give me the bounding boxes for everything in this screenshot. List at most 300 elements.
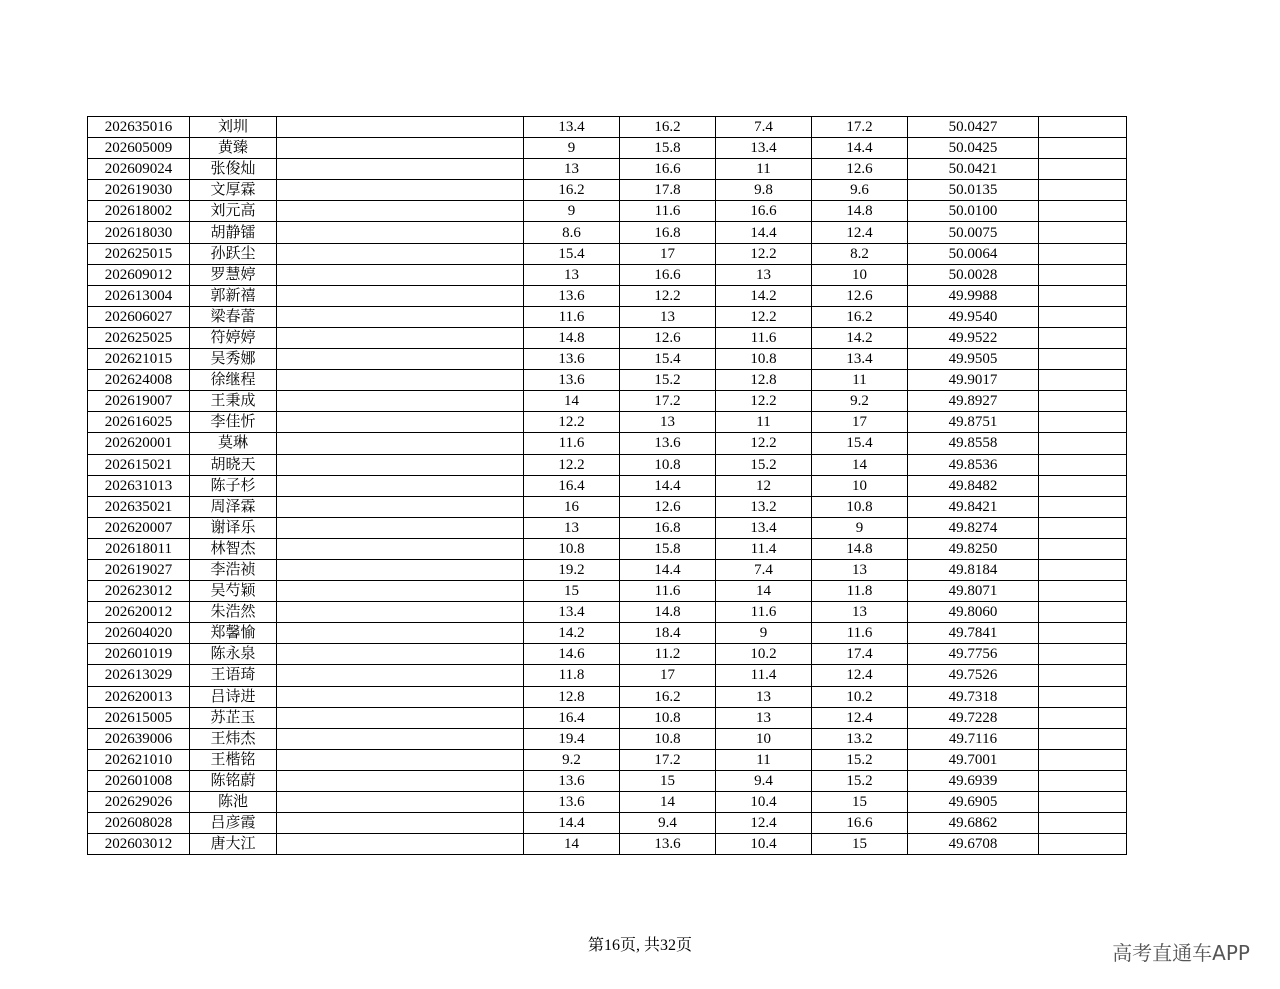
score1-cell: 16 (524, 496, 620, 517)
id-cell: 202620013 (88, 686, 190, 707)
score3-cell: 13.4 (716, 517, 812, 538)
id-cell: 202601019 (88, 644, 190, 665)
extra-cell (1039, 538, 1127, 559)
extra-cell (1039, 349, 1127, 370)
name-cell: 朱浩然 (190, 602, 277, 623)
table-row (88, 813, 1127, 834)
total-cell: 49.9522 (908, 327, 1039, 348)
blank-cell (277, 412, 524, 433)
name-cell: 王秉成 (190, 391, 277, 412)
score2-cell: 16.2 (620, 686, 716, 707)
name-cell: 刘元高 (190, 201, 277, 222)
extra-cell (1039, 665, 1127, 686)
score3-cell: 12.8 (716, 370, 812, 391)
score4-cell: 8.2 (812, 243, 908, 264)
score3-cell: 10.8 (716, 349, 812, 370)
score2-cell: 17.2 (620, 749, 716, 770)
score2-cell: 17.2 (620, 391, 716, 412)
score1-cell: 11.6 (524, 433, 620, 454)
extra-cell (1039, 686, 1127, 707)
table-row (88, 834, 1127, 855)
id-cell: 202631013 (88, 475, 190, 496)
score1-cell: 15.4 (524, 243, 620, 264)
score1-cell: 19.4 (524, 728, 620, 749)
extra-cell (1039, 792, 1127, 813)
extra-cell (1039, 138, 1127, 159)
score3-cell: 10.4 (716, 792, 812, 813)
table-row (88, 454, 1127, 475)
score1-cell: 13 (524, 159, 620, 180)
table-row (88, 707, 1127, 728)
score4-cell: 12.4 (812, 222, 908, 243)
score1-cell: 16.4 (524, 475, 620, 496)
blank-cell (277, 623, 524, 644)
name-cell: 张俊灿 (190, 159, 277, 180)
total-cell: 49.8751 (908, 412, 1039, 433)
score1-cell: 10.8 (524, 538, 620, 559)
blank-cell (277, 581, 524, 602)
score4-cell: 13 (812, 602, 908, 623)
blank-cell (277, 180, 524, 201)
blank-cell (277, 686, 524, 707)
name-cell: 谢译乐 (190, 517, 277, 538)
total-cell: 50.0135 (908, 180, 1039, 201)
score4-cell: 13 (812, 559, 908, 580)
blank-cell (277, 770, 524, 791)
table-row (88, 285, 1127, 306)
score4-cell: 11 (812, 370, 908, 391)
score4-cell: 17.2 (812, 117, 908, 138)
total-cell: 49.9988 (908, 285, 1039, 306)
total-cell: 49.9540 (908, 306, 1039, 327)
score4-cell: 10.2 (812, 686, 908, 707)
total-cell: 49.8421 (908, 496, 1039, 517)
name-cell: 陈铭蔚 (190, 770, 277, 791)
id-cell: 202618011 (88, 538, 190, 559)
name-cell: 王炜杰 (190, 728, 277, 749)
blank-cell (277, 517, 524, 538)
score1-cell: 13.6 (524, 770, 620, 791)
name-cell: 李佳忻 (190, 412, 277, 433)
score3-cell: 9.4 (716, 770, 812, 791)
table-row (88, 792, 1127, 813)
total-cell: 50.0075 (908, 222, 1039, 243)
blank-cell (277, 707, 524, 728)
score2-cell: 10.8 (620, 454, 716, 475)
score4-cell: 13.2 (812, 728, 908, 749)
score1-cell: 12.8 (524, 686, 620, 707)
blank-cell (277, 496, 524, 517)
name-cell: 吕诗进 (190, 686, 277, 707)
total-cell: 50.0100 (908, 201, 1039, 222)
score2-cell: 15.8 (620, 138, 716, 159)
total-cell: 50.0064 (908, 243, 1039, 264)
score4-cell: 15.4 (812, 433, 908, 454)
score1-cell: 14.2 (524, 623, 620, 644)
id-cell: 202615021 (88, 454, 190, 475)
table-body (88, 117, 1127, 855)
extra-cell (1039, 813, 1127, 834)
blank-cell (277, 222, 524, 243)
id-cell: 202625015 (88, 243, 190, 264)
blank-cell (277, 117, 524, 138)
blank-cell (277, 454, 524, 475)
score4-cell: 12.4 (812, 707, 908, 728)
score4-cell: 9.6 (812, 180, 908, 201)
table-row (88, 222, 1127, 243)
blank-cell (277, 201, 524, 222)
name-cell: 胡静镭 (190, 222, 277, 243)
score2-cell: 17 (620, 665, 716, 686)
blank-cell (277, 370, 524, 391)
score2-cell: 14.4 (620, 559, 716, 580)
name-cell: 王语琦 (190, 665, 277, 686)
name-cell: 唐大江 (190, 834, 277, 855)
score1-cell: 12.2 (524, 412, 620, 433)
score3-cell: 12.4 (716, 813, 812, 834)
score4-cell: 12.6 (812, 285, 908, 306)
name-cell: 陈池 (190, 792, 277, 813)
score4-cell: 10.8 (812, 496, 908, 517)
score4-cell: 17 (812, 412, 908, 433)
score3-cell: 11.4 (716, 665, 812, 686)
table-row (88, 433, 1127, 454)
id-cell: 202606027 (88, 306, 190, 327)
id-cell: 202619027 (88, 559, 190, 580)
score4-cell: 13.4 (812, 349, 908, 370)
score2-cell: 15.2 (620, 370, 716, 391)
score3-cell: 11 (716, 749, 812, 770)
name-cell: 林智杰 (190, 538, 277, 559)
extra-cell (1039, 306, 1127, 327)
name-cell: 胡晓天 (190, 454, 277, 475)
id-cell: 202625025 (88, 327, 190, 348)
score4-cell: 14 (812, 454, 908, 475)
extra-cell (1039, 285, 1127, 306)
extra-cell (1039, 159, 1127, 180)
table-row (88, 201, 1127, 222)
id-cell: 202621010 (88, 749, 190, 770)
table-row (88, 665, 1127, 686)
extra-cell (1039, 412, 1127, 433)
total-cell: 49.8071 (908, 581, 1039, 602)
score2-cell: 10.8 (620, 707, 716, 728)
extra-cell (1039, 834, 1127, 855)
score3-cell: 9.8 (716, 180, 812, 201)
extra-cell (1039, 180, 1127, 201)
blank-cell (277, 285, 524, 306)
score3-cell: 11.6 (716, 602, 812, 623)
id-cell: 202608028 (88, 813, 190, 834)
table-row (88, 749, 1127, 770)
table-row (88, 517, 1127, 538)
score2-cell: 14.4 (620, 475, 716, 496)
score2-cell: 13 (620, 306, 716, 327)
score4-cell: 15 (812, 834, 908, 855)
table-row (88, 117, 1127, 138)
score1-cell: 19.2 (524, 559, 620, 580)
score3-cell: 12.2 (716, 433, 812, 454)
total-cell: 49.8250 (908, 538, 1039, 559)
blank-cell (277, 159, 524, 180)
blank-cell (277, 749, 524, 770)
extra-cell (1039, 728, 1127, 749)
page-number: 第16页, 共32页 (587, 937, 692, 954)
name-cell: 苏芷玉 (190, 707, 277, 728)
name-cell: 郑馨愉 (190, 623, 277, 644)
score3-cell: 7.4 (716, 117, 812, 138)
score2-cell: 15 (620, 770, 716, 791)
score1-cell: 8.6 (524, 222, 620, 243)
score3-cell: 7.4 (716, 559, 812, 580)
total-cell: 49.7228 (908, 707, 1039, 728)
score3-cell: 11.4 (716, 538, 812, 559)
table-row (88, 412, 1127, 433)
score3-cell: 10.2 (716, 644, 812, 665)
score2-cell: 11.6 (620, 581, 716, 602)
table-row (88, 559, 1127, 580)
id-cell: 202619007 (88, 391, 190, 412)
score1-cell: 16.4 (524, 707, 620, 728)
score3-cell: 14.4 (716, 222, 812, 243)
score4-cell: 16.2 (812, 306, 908, 327)
score4-cell: 14.8 (812, 201, 908, 222)
score1-cell: 16.2 (524, 180, 620, 201)
score2-cell: 12.6 (620, 327, 716, 348)
score4-cell: 12.4 (812, 665, 908, 686)
extra-cell (1039, 707, 1127, 728)
id-cell: 202618030 (88, 222, 190, 243)
score3-cell: 12 (716, 475, 812, 496)
blank-cell (277, 475, 524, 496)
extra-cell (1039, 222, 1127, 243)
total-cell: 49.9017 (908, 370, 1039, 391)
score1-cell: 15 (524, 581, 620, 602)
blank-cell (277, 138, 524, 159)
score4-cell: 15.2 (812, 770, 908, 791)
total-cell: 49.7116 (908, 728, 1039, 749)
score1-cell: 13 (524, 264, 620, 285)
table-row (88, 602, 1127, 623)
extra-cell (1039, 327, 1127, 348)
score3-cell: 13 (716, 707, 812, 728)
table-row (88, 327, 1127, 348)
score1-cell: 14.6 (524, 644, 620, 665)
score3-cell: 12.2 (716, 243, 812, 264)
score3-cell: 11 (716, 159, 812, 180)
score2-cell: 13.6 (620, 433, 716, 454)
score3-cell: 10 (716, 728, 812, 749)
name-cell: 文厚霖 (190, 180, 277, 201)
id-cell: 202623012 (88, 581, 190, 602)
blank-cell (277, 792, 524, 813)
name-cell: 刘圳 (190, 117, 277, 138)
score3-cell: 14.2 (716, 285, 812, 306)
table-row (88, 159, 1127, 180)
extra-cell (1039, 749, 1127, 770)
total-cell: 49.7526 (908, 665, 1039, 686)
extra-cell (1039, 623, 1127, 644)
score2-cell: 13 (620, 412, 716, 433)
table-row (88, 138, 1127, 159)
id-cell: 202603012 (88, 834, 190, 855)
score1-cell: 13.4 (524, 117, 620, 138)
score3-cell: 13.2 (716, 496, 812, 517)
id-cell: 202613029 (88, 665, 190, 686)
table-row (88, 370, 1127, 391)
score4-cell: 11.6 (812, 623, 908, 644)
blank-cell (277, 559, 524, 580)
name-cell: 周泽霖 (190, 496, 277, 517)
table-row (88, 306, 1127, 327)
id-cell: 202613004 (88, 285, 190, 306)
score4-cell: 14.4 (812, 138, 908, 159)
total-cell: 49.7841 (908, 623, 1039, 644)
id-cell: 202619030 (88, 180, 190, 201)
table-row (88, 349, 1127, 370)
score4-cell: 10 (812, 264, 908, 285)
total-cell: 49.8060 (908, 602, 1039, 623)
table-row (88, 475, 1127, 496)
score4-cell: 14.2 (812, 327, 908, 348)
score1-cell: 13.6 (524, 792, 620, 813)
blank-cell (277, 728, 524, 749)
score2-cell: 16.2 (620, 117, 716, 138)
extra-cell (1039, 117, 1127, 138)
total-cell: 49.9505 (908, 349, 1039, 370)
name-cell: 吴芍颖 (190, 581, 277, 602)
name-cell: 符婷婷 (190, 327, 277, 348)
table-row (88, 243, 1127, 264)
table-row (88, 728, 1127, 749)
blank-cell (277, 834, 524, 855)
score1-cell: 12.2 (524, 454, 620, 475)
total-cell: 49.6905 (908, 792, 1039, 813)
score1-cell: 13.6 (524, 349, 620, 370)
name-cell: 吴秀娜 (190, 349, 277, 370)
total-cell: 50.0421 (908, 159, 1039, 180)
id-cell: 202629026 (88, 792, 190, 813)
score2-cell: 15.4 (620, 349, 716, 370)
total-cell: 49.7001 (908, 749, 1039, 770)
score2-cell: 17.8 (620, 180, 716, 201)
score-table (87, 116, 1127, 855)
id-cell: 202635021 (88, 496, 190, 517)
extra-cell (1039, 391, 1127, 412)
score3-cell: 15.2 (716, 454, 812, 475)
score2-cell: 16.8 (620, 222, 716, 243)
extra-cell (1039, 264, 1127, 285)
blank-cell (277, 665, 524, 686)
score2-cell: 14.8 (620, 602, 716, 623)
score3-cell: 12.2 (716, 391, 812, 412)
table-row (88, 264, 1127, 285)
id-cell: 202615005 (88, 707, 190, 728)
total-cell: 49.8558 (908, 433, 1039, 454)
score1-cell: 9.2 (524, 749, 620, 770)
extra-cell (1039, 559, 1127, 580)
score2-cell: 16.6 (620, 159, 716, 180)
score2-cell: 15.8 (620, 538, 716, 559)
table-row (88, 623, 1127, 644)
table-row (88, 581, 1127, 602)
total-cell: 50.0425 (908, 138, 1039, 159)
blank-cell (277, 433, 524, 454)
total-cell: 49.7756 (908, 644, 1039, 665)
name-cell: 罗慧婷 (190, 264, 277, 285)
name-cell: 徐继程 (190, 370, 277, 391)
total-cell: 49.8927 (908, 391, 1039, 412)
extra-cell (1039, 433, 1127, 454)
score4-cell: 16.6 (812, 813, 908, 834)
name-cell: 陈子杉 (190, 475, 277, 496)
id-cell: 202601008 (88, 770, 190, 791)
blank-cell (277, 349, 524, 370)
extra-cell (1039, 517, 1127, 538)
name-cell: 黄臻 (190, 138, 277, 159)
table-row (88, 538, 1127, 559)
score3-cell: 11.6 (716, 327, 812, 348)
score3-cell: 14 (716, 581, 812, 602)
score3-cell: 13.4 (716, 138, 812, 159)
score4-cell: 17.4 (812, 644, 908, 665)
score4-cell: 15.2 (812, 749, 908, 770)
extra-cell (1039, 243, 1127, 264)
score2-cell: 13.6 (620, 834, 716, 855)
table-row (88, 686, 1127, 707)
total-cell: 49.6708 (908, 834, 1039, 855)
id-cell: 202624008 (88, 370, 190, 391)
id-cell: 202621015 (88, 349, 190, 370)
score4-cell: 10 (812, 475, 908, 496)
score3-cell: 16.6 (716, 201, 812, 222)
id-cell: 202618002 (88, 201, 190, 222)
score2-cell: 12.2 (620, 285, 716, 306)
id-cell: 202609012 (88, 264, 190, 285)
id-cell: 202620001 (88, 433, 190, 454)
name-cell: 郭新禧 (190, 285, 277, 306)
score1-cell: 14.8 (524, 327, 620, 348)
total-cell: 49.8536 (908, 454, 1039, 475)
score1-cell: 11.6 (524, 306, 620, 327)
score3-cell: 13 (716, 264, 812, 285)
blank-cell (277, 327, 524, 348)
name-cell: 王楷铭 (190, 749, 277, 770)
total-cell: 50.0028 (908, 264, 1039, 285)
score4-cell: 11.8 (812, 581, 908, 602)
extra-cell (1039, 602, 1127, 623)
score2-cell: 14 (620, 792, 716, 813)
blank-cell (277, 243, 524, 264)
extra-cell (1039, 770, 1127, 791)
extra-cell (1039, 581, 1127, 602)
blank-cell (277, 813, 524, 834)
name-cell: 李浩祯 (190, 559, 277, 580)
extra-cell (1039, 370, 1127, 391)
score1-cell: 9 (524, 138, 620, 159)
extra-cell (1039, 496, 1127, 517)
score1-cell: 11.8 (524, 665, 620, 686)
score2-cell: 17 (620, 243, 716, 264)
score1-cell: 13.4 (524, 602, 620, 623)
score3-cell: 12.2 (716, 306, 812, 327)
total-cell: 49.8274 (908, 517, 1039, 538)
blank-cell (277, 391, 524, 412)
total-cell: 49.6862 (908, 813, 1039, 834)
blank-cell (277, 538, 524, 559)
score2-cell: 11.6 (620, 201, 716, 222)
id-cell: 202620007 (88, 517, 190, 538)
